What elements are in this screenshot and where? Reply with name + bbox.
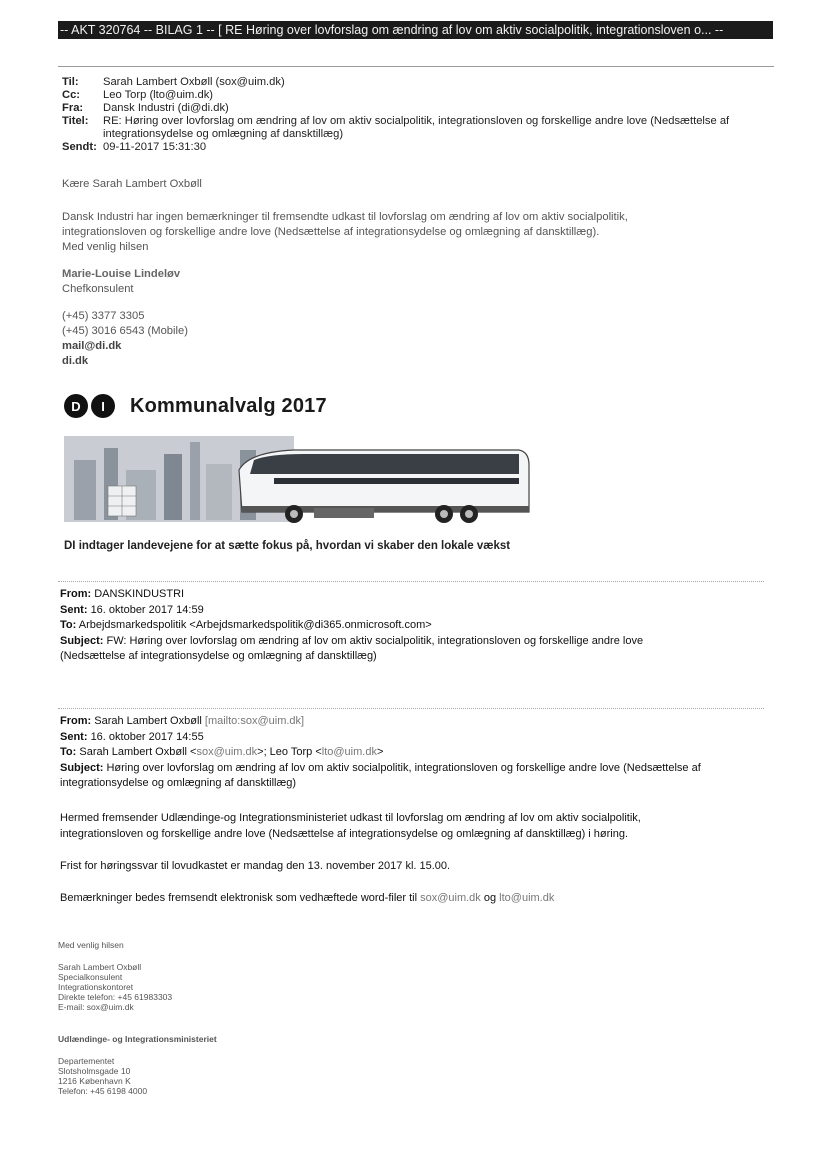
footer-street: Slotsholmsgade 10 bbox=[58, 1066, 131, 1076]
fra-label: Fra: bbox=[62, 102, 84, 114]
fw1-sent-row bbox=[60, 603, 643, 619]
footer-closing: Med venlig hilsen bbox=[58, 940, 124, 950]
fw1-to-row bbox=[60, 618, 643, 634]
footer-ministry bbox=[58, 1034, 217, 1044]
fw2-from-mailto-link[interactable]: [mailto:sox@uim.dk] bbox=[204, 715, 305, 727]
fw2-paragraph-1 bbox=[60, 811, 641, 842]
til-label: Til: bbox=[62, 76, 79, 88]
footer-city: 1216 København K bbox=[58, 1076, 131, 1086]
reply-body-line-2: integrationsloven og forskellige andre love (Nedsættelse af integrationsydelse og omlægning af dansktillæg). bbox=[62, 226, 600, 238]
signature-email-link[interactable]: mail@di.dk bbox=[62, 340, 122, 352]
fw2-to-end: > bbox=[376, 746, 384, 758]
footer-tel: Telefon: +45 6198 4000 bbox=[58, 1086, 148, 1096]
fw2-para-3-mail-2-link[interactable]: lto@uim.dk bbox=[499, 892, 555, 904]
reply-signature bbox=[62, 267, 180, 297]
fw1-from-row bbox=[60, 587, 643, 603]
signature-mobile: (+45) 3016 6543 (Mobile) bbox=[62, 325, 188, 337]
fw2-para-1b: integrationsloven og forskellige andre love (Nedsættelse af integrationsydelse og omlægning af dansktillæg) i høring. bbox=[60, 827, 629, 840]
forward-divider-1 bbox=[58, 581, 764, 582]
fw1-sent-label: Sent: bbox=[60, 603, 88, 616]
document-top-bar: -- AKT 320764 -- BILAG 1 -- [ RE Høring over lovforslag om ændring af lov om aktiv socialpolitik, integrationsloven o... -- bbox=[58, 21, 773, 39]
fw2-to-label: To: bbox=[60, 746, 77, 758]
sendt-label: Sendt: bbox=[62, 141, 97, 153]
fra-value: Dansk Industri (di@di.dk) bbox=[103, 102, 229, 114]
header-divider bbox=[58, 66, 774, 67]
fw2-sent-label: Sent: bbox=[60, 730, 88, 743]
logo-circle-i: I bbox=[91, 394, 115, 418]
fw2-from-value: Sarah Lambert Oxbøll bbox=[94, 715, 202, 727]
fw2-subject-row bbox=[60, 761, 701, 777]
footer-dept: Departementet bbox=[58, 1056, 115, 1066]
fw2-para-1a: Hermed fremsender Udlændinge-og Integrationsministeriet udkast til lovforslag om ændring af lov om aktiv socialpolitik, bbox=[60, 812, 641, 824]
fw1-sent-value: 16. oktober 2017 14:59 bbox=[90, 603, 204, 616]
cc-value: Leo Torp (lto@uim.dk) bbox=[103, 89, 214, 101]
fw1-from-value: DANSKINDUSTRI bbox=[94, 588, 185, 600]
footer-address bbox=[58, 1056, 147, 1096]
footer-name: Sarah Lambert Oxbøll bbox=[58, 962, 142, 972]
fw2-para-3-og: og bbox=[483, 892, 497, 904]
fw2-paragraph-3 bbox=[60, 891, 554, 907]
reply-contact bbox=[62, 309, 188, 369]
signature-phone: (+45) 3377 3305 bbox=[62, 310, 145, 322]
footer-office: Integrationskontoret bbox=[58, 982, 134, 992]
footer-phone: Direkte telefon: +45 61983303 bbox=[58, 992, 173, 1002]
fw1-to-label: To: bbox=[60, 619, 77, 631]
di-logo bbox=[64, 394, 327, 418]
fw2-to-b: >; Leo Torp < bbox=[257, 746, 322, 758]
reply-greeting: Kære Sarah Lambert Oxbøll bbox=[62, 178, 202, 190]
signature-web-link[interactable]: di.dk bbox=[62, 355, 89, 367]
forward-divider-2 bbox=[58, 708, 764, 709]
reply-closing: Med venlig hilsen bbox=[62, 241, 149, 253]
fw1-subject-row bbox=[60, 634, 643, 650]
titel-label: Titel: bbox=[62, 115, 89, 127]
til-value: Sarah Lambert Oxbøll (sox@uim.dk) bbox=[103, 76, 285, 88]
fw2-para-3-text: Bemærkninger bedes fremsendt elektronisk som vedhæftede word-filer til bbox=[60, 892, 418, 904]
fw2-to-a: Sarah Lambert Oxbøll < bbox=[79, 746, 197, 758]
titel-value: RE: Høring over lovforslag om ændring af lov om aktiv socialpolitik, integrationsloven og forskellige andre love (Nedsættelse af integrationsydelse og omlægning af dansktillæg) bbox=[103, 115, 730, 140]
fw2-from-label: From: bbox=[60, 715, 92, 727]
sendt-value: 09-11-2017 15:31:30 bbox=[103, 141, 207, 153]
cc-label: Cc: bbox=[62, 89, 81, 101]
fw2-subject-label: Subject: bbox=[60, 761, 104, 774]
fw2-sent-value: 16. oktober 2017 14:55 bbox=[90, 730, 204, 743]
footer-signature bbox=[58, 962, 172, 1012]
reply-body-line-1: Dansk Industri har ingen bemærkninger til fremsendte udkast til lovforslag om ændring af lov om aktiv socialpolitik, bbox=[62, 211, 628, 223]
reply-body bbox=[62, 210, 628, 255]
fw2-paragraph-2: Frist for høringssvar til lovudkastet er mandag den 13. november 2017 kl. 15.00. bbox=[60, 860, 451, 872]
fw2-sent-row bbox=[60, 730, 701, 746]
fw1-to-value: Arbejdsmarkedspolitik <Arbejdsmarkedspolitik@di365.onmicrosoft.com> bbox=[78, 619, 432, 631]
footer-title: Specialkonsulent bbox=[58, 972, 123, 982]
forward-block-1 bbox=[60, 587, 643, 665]
forward-block-2 bbox=[60, 714, 701, 792]
fw2-to-a-mail-link[interactable]: sox@uim.dk bbox=[196, 746, 258, 758]
fw2-para-3-mail-1-link[interactable]: sox@uim.dk bbox=[420, 892, 481, 904]
header-row-til bbox=[62, 76, 772, 89]
signature-title: Chefkonsulent bbox=[62, 283, 134, 295]
fw2-subject-cont: integrationsydelse og omlægning af dansktillæg) bbox=[60, 777, 297, 789]
fw2-from-row bbox=[60, 714, 701, 730]
header-row-cc bbox=[62, 89, 772, 102]
logo-circle-d: D bbox=[64, 394, 88, 418]
signature-name: Marie-Louise Lindeløv bbox=[62, 268, 181, 280]
banner-title: Kommunalvalg 2017 bbox=[130, 394, 327, 417]
email-header bbox=[62, 76, 772, 154]
banner-caption: DI indtager landevejene for at sætte fokus på, hvordan vi skaber den lokale vækst bbox=[64, 540, 511, 552]
footer-email: E-mail: sox@uim.dk bbox=[58, 1002, 134, 1012]
bus-banner-image bbox=[64, 430, 531, 530]
fw1-subject-cont: (Nedsættelse af integrationsydelse og omlægning af dansktillæg) bbox=[60, 650, 377, 662]
fw1-from-label: From: bbox=[60, 588, 92, 600]
footer-ministry-name: Udlændinge- og Integrationsministeriet bbox=[58, 1034, 217, 1044]
fw1-subject-value: FW: Høring over lovforslag om ændring af lov om aktiv socialpolitik, integrationsloven og forskellige andre love bbox=[106, 634, 644, 647]
fw2-subject-value: Høring over lovforslag om ændring af lov om aktiv socialpolitik, integrationsloven og forskellige andre love (Nedsættelse af bbox=[106, 761, 701, 774]
header-row-sendt bbox=[62, 141, 772, 154]
fw2-to-row bbox=[60, 745, 701, 761]
fw1-subject-label: Subject: bbox=[60, 634, 104, 647]
header-row-titel bbox=[62, 115, 772, 141]
fw2-to-b-mail-link[interactable]: lto@uim.dk bbox=[321, 746, 377, 758]
header-row-fra bbox=[62, 102, 772, 115]
